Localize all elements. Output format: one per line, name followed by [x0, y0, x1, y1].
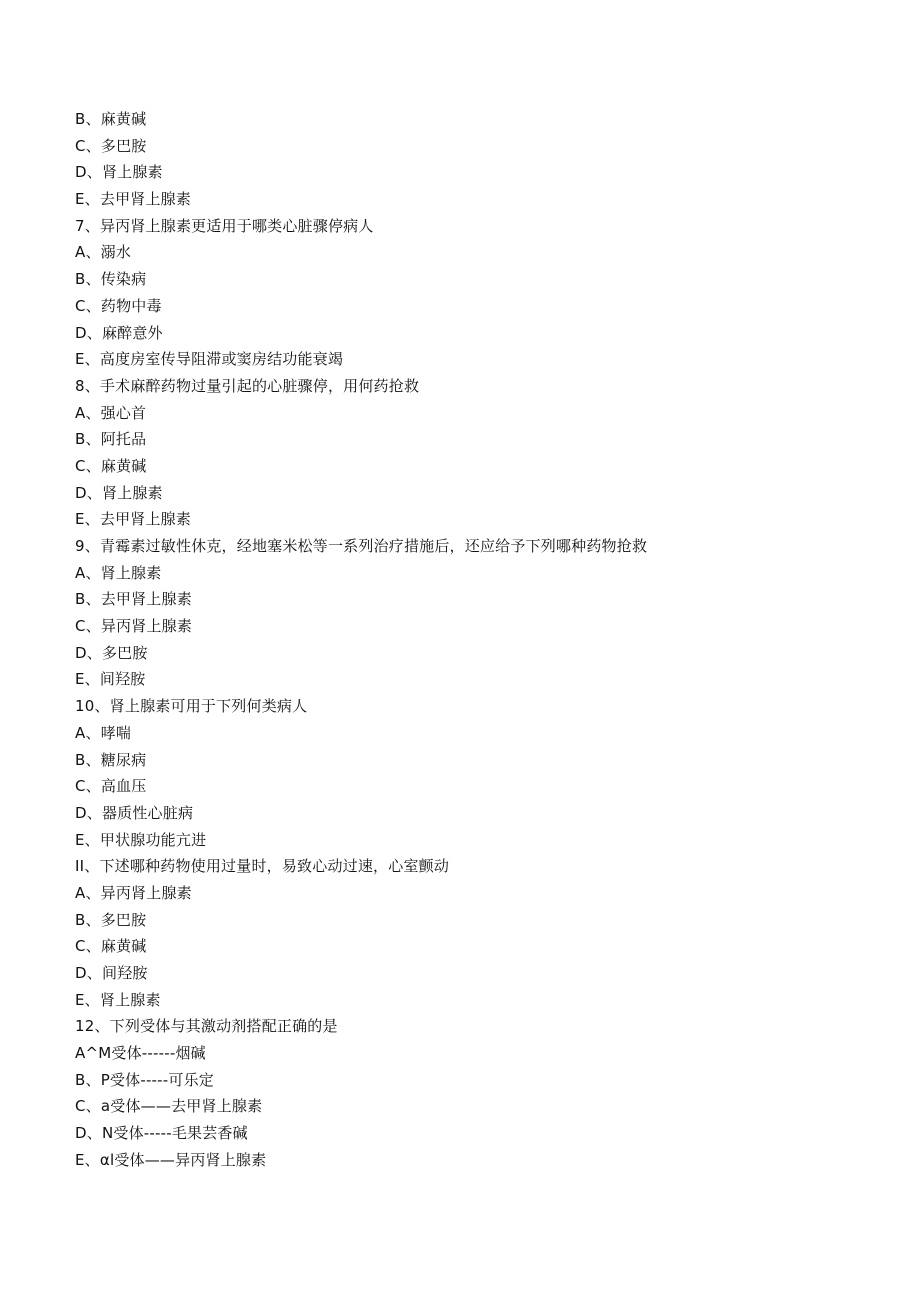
question-12-option-b: B、P受体-----可乐定: [75, 1070, 214, 1089]
question-10-option-e: E、甲状腺功能亢进: [75, 830, 207, 849]
question-9-option-d: D、多巴胺: [75, 643, 148, 662]
question-8-option-d: D、肾上腺素: [75, 483, 163, 502]
question-12-option-d: D、N受体-----毛果芸香碱: [75, 1124, 248, 1143]
question-11-option-a: A、异丙肾上腺素: [75, 883, 192, 902]
question-7-option-a: A、溺水: [75, 243, 132, 262]
question-7-option-d: D、麻醉意外: [75, 323, 163, 342]
question-12: 12、下列受体与其激动剂搭配正确的是: [75, 1017, 338, 1036]
question-8: 8、手术麻醉药物过量引起的心脏骤停，用何药抢救: [75, 376, 420, 395]
question-9-option-c: C、异丙肾上腺素: [75, 617, 193, 636]
question-7-option-e: E、高度房室传导阻滞或窦房结功能衰竭: [75, 350, 344, 369]
question-11-option-c: C、麻黄碱: [75, 937, 147, 956]
question-12-option-a: A^M受体------烟碱: [75, 1044, 206, 1063]
question-7: 7、异丙肾上腺素更适用于哪类心脏骤停病人: [75, 216, 374, 235]
question-10-option-d: D、器质性心脏病: [75, 803, 194, 822]
question-8-option-a: A、强心首: [75, 403, 147, 422]
question-12-option-e: E、αl受体——异丙肾上腺素: [75, 1150, 267, 1169]
question-8-option-c: C、麻黄碱: [75, 456, 147, 475]
option-d-adrenaline: D、肾上腺素: [75, 163, 163, 182]
question-11-option-e: E、肾上腺素: [75, 990, 161, 1009]
question-10-option-a: A、哮喘: [75, 723, 132, 742]
question-7-option-b: B、传染病: [75, 270, 147, 289]
question-9-option-e: E、间羟胺: [75, 670, 146, 689]
question-9: 9、青霉素过敏性休克，经地塞米松等一系列治疗措施后，还应给予下列哪种药物抢救: [75, 537, 648, 555]
question-11: II、下述哪种药物使用过量时，易致心动过速，心室颤动: [75, 857, 450, 876]
question-9-option-b: B、去甲肾上腺素: [75, 590, 192, 609]
option-e-noradrenaline: E、去甲肾上腺素: [75, 190, 192, 209]
question-10-option-c: C、高血压: [75, 777, 147, 796]
question-10-option-b: B、糖尿病: [75, 750, 147, 769]
question-8-option-b: B、阿托品: [75, 430, 147, 449]
option-b-ephedrine: B、麻黄碱: [75, 110, 147, 128]
question-8-option-e: E、去甲肾上腺素: [75, 510, 192, 529]
option-c-dopamine: C、多巴胺: [75, 136, 147, 155]
document-page: [75, 106, 875, 1174]
question-7-option-c: C、药物中毒: [75, 296, 162, 315]
question-9-option-a: A、肾上腺素: [75, 563, 162, 582]
question-12-option-c: C、a受体——去甲肾上腺素: [75, 1097, 263, 1116]
question-11-option-d: D、间羟胺: [75, 964, 148, 982]
question-11-option-b: B、多巴胺: [75, 910, 147, 929]
question-10: 10、肾上腺素可用于下列何类病人: [75, 697, 308, 716]
